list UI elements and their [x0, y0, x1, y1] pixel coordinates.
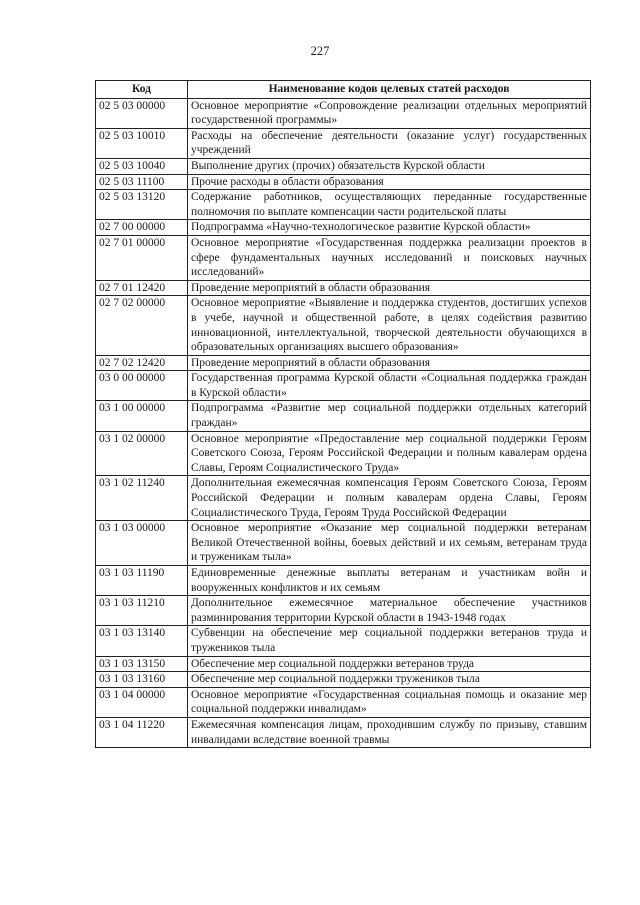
table-row: [96, 717, 591, 747]
row-name: Дополнительное ежемесячное материальное обеспечение участников разминирования территории Курской области в 1943-1948 годах: [188, 596, 591, 626]
row-code: 02 7 01 00000: [96, 235, 188, 280]
table-row: [96, 687, 591, 717]
row-code: 02 7 01 12420: [96, 280, 188, 296]
row-code: 03 1 02 11240: [96, 476, 188, 521]
table-row: [96, 672, 591, 688]
row-code: 03 1 03 00000: [96, 521, 188, 566]
table-row: [96, 476, 591, 521]
row-name: Обеспечение мер социальной поддержки ветеранов труда: [188, 656, 591, 672]
table-row: [96, 98, 591, 128]
row-code: 02 7 00 00000: [96, 220, 188, 236]
row-code: 02 5 03 13120: [96, 190, 188, 220]
row-name: Дополнительная ежемесячная компенсация Героям Советского Союза, Героям Российской Федерации и полным кавалерам ордена Славы, Героям Социалистического Труда, Героям Труда Российской Федерации: [188, 476, 591, 521]
table-row: [96, 190, 591, 220]
row-code: 03 0 00 00000: [96, 371, 188, 401]
row-code: 03 1 00 00000: [96, 401, 188, 431]
table-body: [96, 98, 591, 748]
row-code: 02 7 02 12420: [96, 355, 188, 371]
row-name: Подпрограмма «Научно-технологическое развитие Курской области»: [188, 220, 591, 236]
row-name: Основное мероприятие «Предоставление мер социальной поддержки Героям Советского Союза, Героям Российской Федерации и полным кавалерам ордена Славы, Героям Социалистического Труда»: [188, 431, 591, 476]
table-row: [96, 235, 591, 280]
table-row: [96, 566, 591, 596]
table-row: [96, 656, 591, 672]
row-code: 02 5 03 11100: [96, 174, 188, 190]
row-code: 03 1 03 13160: [96, 672, 188, 688]
row-code: 02 7 02 00000: [96, 296, 188, 355]
table-row: [96, 158, 591, 174]
table-row: [96, 626, 591, 656]
budget-codes-table: [95, 80, 591, 748]
table-row: [96, 280, 591, 296]
row-name: Основное мероприятие «Государственная поддержка реализации проектов в сфере фундаментальных научных исследований и поисковых научных исследований»: [188, 235, 591, 280]
column-header-name: Наименование кодов целевых статей расходов: [188, 81, 591, 99]
row-name: Выполнение других (прочих) обязательств Курской области: [188, 158, 591, 174]
row-code: 02 5 03 10010: [96, 128, 188, 158]
row-name: Основное мероприятие «Выявление и поддержка студентов, достигших успехов в учебе, научной и общественной работе, в целях содействия развитию инновационной, интеллектуальной, творческой деятельности обучающихся в образовательных организациях высшего образования»: [188, 296, 591, 355]
row-code: 03 1 02 00000: [96, 431, 188, 476]
table-row: [96, 401, 591, 431]
table-row: [96, 431, 591, 476]
row-name: Субвенции на обеспечение мер социальной поддержки ветеранов труда и тружеников тыла: [188, 626, 591, 656]
table-row: [96, 220, 591, 236]
page-number: 227: [310, 44, 330, 58]
row-code: 03 1 03 11190: [96, 566, 188, 596]
row-name: Подпрограмма «Развитие мер социальной поддержки отдельных категорий граждан»: [188, 401, 591, 431]
table-row: [96, 596, 591, 626]
row-code: 03 1 03 13140: [96, 626, 188, 656]
row-code: 02 5 03 00000: [96, 98, 188, 128]
table-row: [96, 296, 591, 355]
table-row: [96, 521, 591, 566]
row-name: Обеспечение мер социальной поддержки тружеников тыла: [188, 672, 591, 688]
row-code: 02 5 03 10040: [96, 158, 188, 174]
row-name: Проведение мероприятий в области образования: [188, 355, 591, 371]
row-name: Единовременные денежные выплаты ветеранам и участникам войн и вооруженных конфликтов и их семьям: [188, 566, 591, 596]
row-code: 03 1 03 13150: [96, 656, 188, 672]
row-name: Расходы на обеспечение деятельности (оказание услуг) государственных учреждений: [188, 128, 591, 158]
row-name: Основное мероприятие «Оказание мер социальной поддержки ветеранам Великой Отечественной войны, боевых действий и их семьям, ветеранам труда и труженикам тыла»: [188, 521, 591, 566]
row-code: 03 1 04 00000: [96, 687, 188, 717]
row-name: Основное мероприятие «Государственная социальная помощь и оказание мер социальной поддержки инвалидам»: [188, 687, 591, 717]
row-code: 03 1 04 11220: [96, 717, 188, 747]
table-header-row: [96, 81, 591, 99]
row-name: Ежемесячная компенсация лицам, проходившим службу по призыву, ставшим инвалидами вследствие военной травмы: [188, 717, 591, 747]
column-header-code: Код: [96, 81, 188, 99]
row-name: Проведение мероприятий в области образования: [188, 280, 591, 296]
row-name: Содержание работников, осуществляющих переданные государственные полномочия по выплате компенсации части родительской платы: [188, 190, 591, 220]
table-row: [96, 371, 591, 401]
table-row: [96, 174, 591, 190]
row-name: Прочие расходы в области образования: [188, 174, 591, 190]
table-row: [96, 128, 591, 158]
table-row: [96, 355, 591, 371]
row-name: Основное мероприятие «Сопровождение реализации отдельных мероприятий государственной программы»: [188, 98, 591, 128]
row-code: 03 1 03 11210: [96, 596, 188, 626]
row-name: Государственная программа Курской области «Социальная поддержка граждан в Курской области»: [188, 371, 591, 401]
